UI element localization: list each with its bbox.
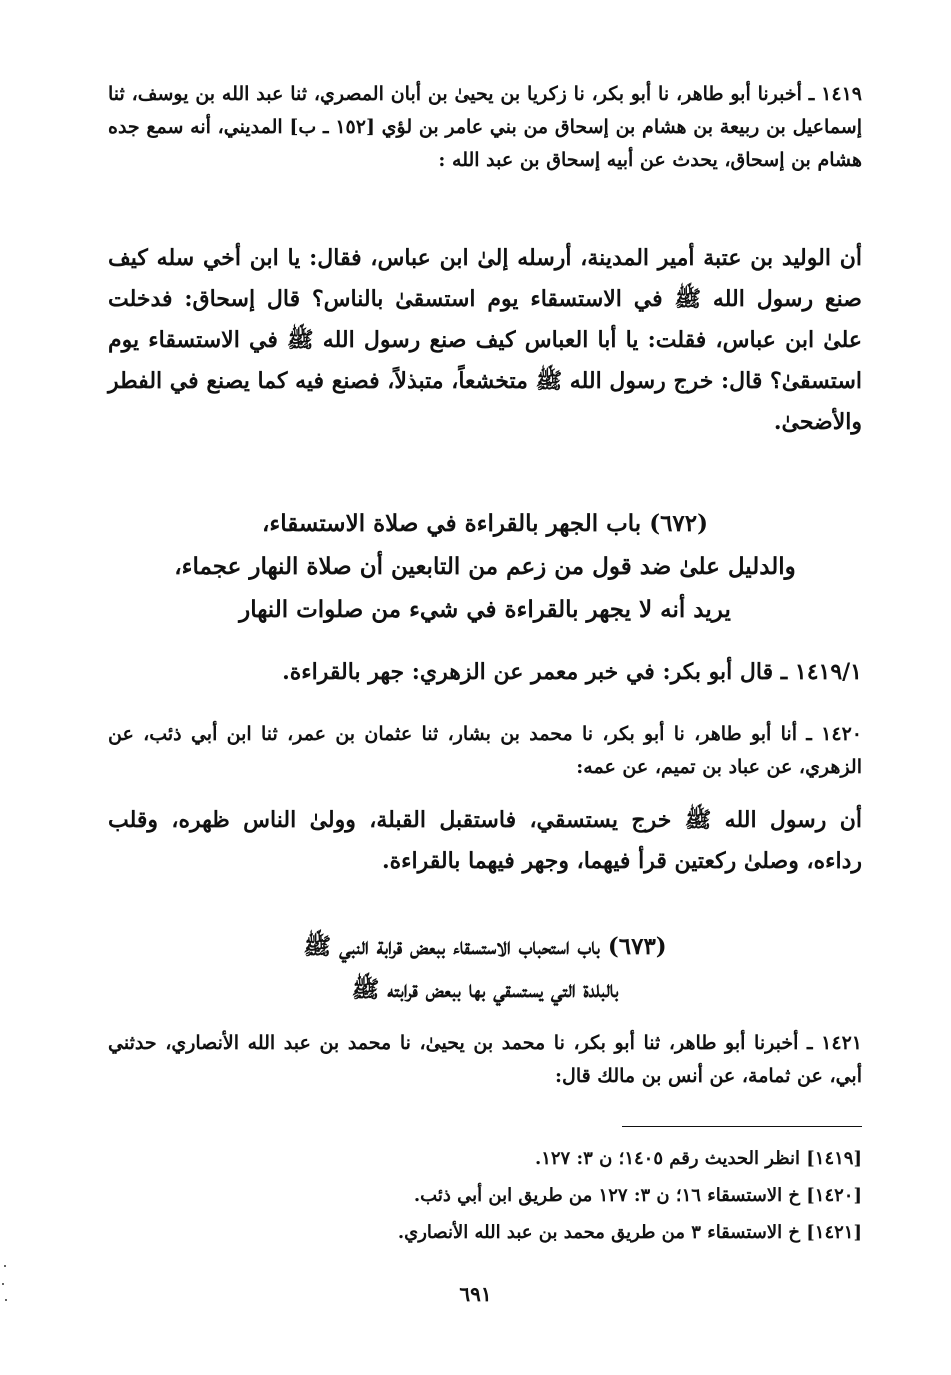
footnote-1421: [١٤٢١] خ الاستسقاء ٣ من طريق محمد بن عبد الله الأنصاري. — [397, 1222, 862, 1243]
hadith-1420-isnad: ١٤٢٠ ـ أنا أبو طاهر، نا أبو بكر، نا محمد بن بشار، ثنا عثمان بن عمر، ثنا ابن أبي ذئب، عن الزهري، عن عباد بن تميم، عن عمه: — [108, 723, 862, 778]
scan-specks — [2, 1265, 8, 1305]
hadith-1419-matn: أن الوليد بن عتبة أمير المدينة، أرسله إلىٰ ابن عباس، فقال: يا ابن أخي سله كيف صنع رسول الله ﷺ في الاستسقاء يوم استسقىٰ بالناس؟ قال إسحاق: فدخلت علىٰ ابن عباس، فقلت: يا أبا العباس كيف صنع رسول الله ﷺ في الاستسقاء يوم استسقىٰ؟ قال: خرج رسول الله ﷺ متخشعاً، متبذلاً، فصنع فيه كما يصنع في الفطر والأضحىٰ. — [108, 245, 862, 435]
footnote-1420: [١٤٢٠] خ الاستسقاء ١٦؛ ن ٣: ١٢٧ من طريق ابن أبي ذئب. — [413, 1185, 862, 1206]
chapter-672-line-1: (٦٧٢) باب الجهر بالقراءة في صلاة الاستسقاء، — [261, 510, 709, 537]
chapter-673-heading — [108, 925, 862, 1011]
chapter-672-line-3: يريد أنه لا يجهر بالقراءة في شيء من صلوات النهار — [239, 596, 731, 623]
chapter-672-line-2: والدليل علىٰ ضد قول من زعم من التابعين أن صلاة النهار عجماء، — [174, 553, 796, 580]
chapter-673-line-2: بالبلدة التي يستسقي بها ببعض قرابته ﷺ — [351, 976, 619, 1003]
hadith-1420-matn: أن رسول الله ﷺ خرج يستسقي، فاستقبل القبلة، وولىٰ الناس ظهره، وقلب رداءه، وصلىٰ ركعتين قرأ فيهما، وجهر فيهما بالقراءة. — [108, 807, 862, 874]
hadith-1421-isnad: ١٤٢١ ـ أخبرنا أبو طاهر، ثنا أبو بكر، نا محمد بن يحيىٰ، نا محمد بن عبد الله الأنصاري، حدثني أبي، عن ثمامة، عن أنس بن مالك قال: — [108, 1032, 862, 1087]
hadith-1419-isnad: ١٤١٩ ـ أخبرنا أبو طاهر، نا أبو بكر، نا زكريا بن يحيىٰ بن أبان المصري، ثنا عبد الله بن يوسف، ثنا إسماعيل بن ربيعة بن هشام بن إسحاق من بني عامر بن لؤي [١٥٢ ـ ب] المديني، أنه سمع جده هشام بن إسحاق، يحدث عن أبيه إسحاق بن عبد الله : — [108, 83, 862, 171]
chapter-673-line-1: (٦٧٣) باب استحباب الاستسقاء ببعض قرابة النبي ﷺ — [303, 933, 667, 960]
footnotes — [108, 1140, 862, 1251]
footnote-divider — [622, 1126, 862, 1127]
footnote-1419: [١٤١٩] انظر الحديث رقم ١٤٠٥؛ ن ٣: ١٢٧. — [534, 1148, 862, 1169]
chapter-672-heading — [108, 502, 862, 631]
page-number: ٦٩١ — [459, 1282, 492, 1306]
hadith-1419-1-text: ١٤١٩/١ ـ قال أبو بكر: في خبر معمر عن الزهري: جهر بالقراءة. — [282, 659, 862, 685]
